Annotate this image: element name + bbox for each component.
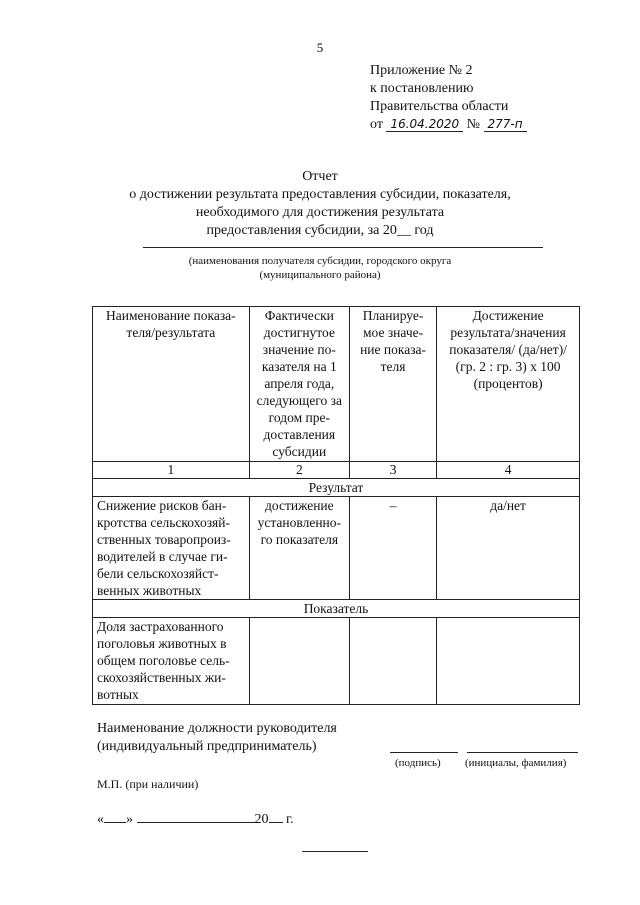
date-close-quote: » [126,812,133,827]
title-line-2: о достижении результата предоставления субсидии, показателя, [129,187,511,202]
table-row [93,497,580,600]
signatory-line-1: Наименование должности руководителя [97,721,337,736]
indicator-planned-cell [349,618,436,705]
handwritten-number: 277-п [484,117,527,132]
from-label: от [370,117,383,132]
section-result-row [93,479,580,497]
title-line-4: предоставления субсидии, за 20__ год [206,223,434,238]
report-table [92,306,580,705]
year-prefix: 20 [254,812,269,827]
day-blank [104,822,126,823]
section-indicator-label: Показатель [93,600,580,618]
name-caption: (инициалы, фамилия) [465,757,567,769]
year-blank [269,822,283,823]
appendix-authority: Правительства области [370,99,509,114]
title-line-1: Отчет [302,169,338,184]
column-number: 3 [349,462,436,479]
recipient-name-line [143,247,543,248]
result-achievement-cell: да/нет [437,497,580,600]
result-actual-cell: достижение установленно-го показателя [249,497,349,600]
section-result-label: Результат [93,479,580,497]
result-planned-cell: – [349,497,436,600]
column-number: 4 [437,462,580,479]
column-number: 1 [93,462,250,479]
signature-caption: (подпись) [395,757,441,769]
indicator-name-cell: Доля застрахованного поголовья животных в общем поголовье сель-скохозяйственных жи-вотных [93,618,250,705]
table-header-row [93,307,580,462]
date-open-quote: « [97,812,104,827]
appendix-title: Приложение № 2 [370,63,473,78]
year-suffix: г. [286,812,294,827]
result-name-cell: Снижение рисков бан-кротства сельскохозяй-ственных товаропроиз-водителей в случае ги-бели сельскохозяйст-венных животных [93,497,250,600]
signature-line [390,752,458,753]
recipient-caption-line-1: (наименования получателя субсидии, городского округа [188,255,452,267]
signatory-position [97,720,337,756]
column-number: 2 [249,462,349,479]
handwritten-date: 16.04.2020 [386,117,463,132]
table-row [93,618,580,705]
recipient-caption [0,254,640,282]
signatory-line-2: (индивидуальный предприниматель) [97,739,317,754]
section-indicator-row [93,600,580,618]
appendix-block [370,62,527,134]
indicator-achievement-cell [437,618,580,705]
stamp-note: М.П. (при наличии) [97,777,199,791]
header-achievement: Достижение результата/значения показателя/ (да/нет)/ (гр. 2 : гр. 3) х 100 (процентов) [437,307,580,462]
appendix-reference: к постановлению [370,81,474,96]
date-line [97,812,294,828]
header-planned-value: Планируе-мое значе-ние показа-теля [349,307,436,462]
title-line-3: необходимого для достижения результата [195,205,445,220]
bottom-rule [302,851,368,852]
recipient-caption-line-2: (муниципального района) [259,269,381,281]
table-column-numbers-row [93,462,580,479]
report-title [0,168,640,240]
page-number: 5 [316,40,324,55]
header-indicator-name: Наименование показа-теля/результата [93,307,250,462]
indicator-actual-cell [249,618,349,705]
number-label: № [466,117,481,132]
month-blank [137,822,255,823]
name-line [467,752,578,753]
appendix-date-number [370,116,527,134]
header-actual-value: Фактически достигнутое значение по-казателя на 1 апреля года, следующего за годом пре-доставления субсидии [249,307,349,462]
